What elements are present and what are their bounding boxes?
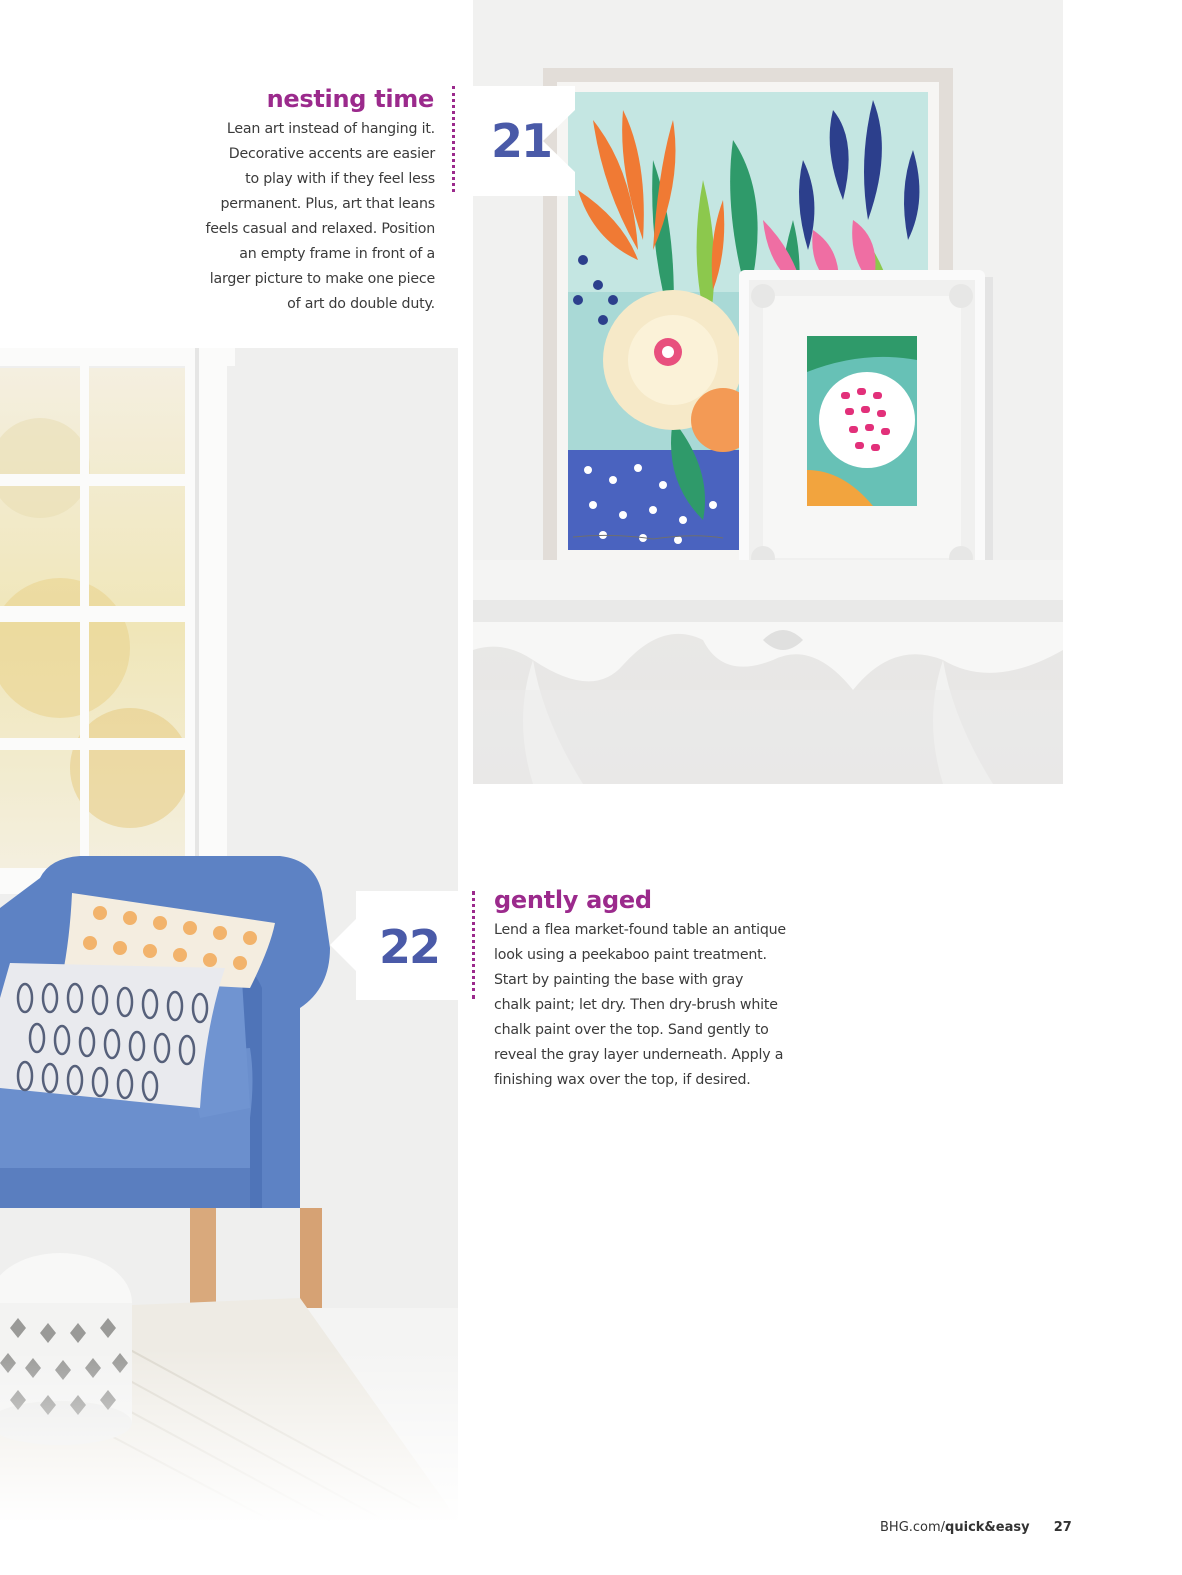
text-line: chalk paint over the top. Sand gently to <box>494 1022 769 1038</box>
item-number-21: 21 <box>490 114 551 168</box>
text-line: chalk paint; let dry. Then dry-brush white <box>494 997 778 1013</box>
badge-22 <box>330 891 458 1000</box>
heading-gently-aged: gently aged <box>494 886 652 914</box>
heading-nesting-time: nesting time <box>266 85 434 113</box>
text-line: Lean art instead of hanging it. <box>226 121 435 137</box>
item-number-22: 22 <box>378 920 439 974</box>
text-line: an empty frame in front of a <box>239 246 435 262</box>
dotted-divider-21 <box>452 86 455 192</box>
dotted-divider-22 <box>472 891 475 999</box>
text-line: Start by painting the base with gray <box>494 972 744 988</box>
text-line: permanent. Plus, art that leans <box>220 196 435 212</box>
text-line: of art do double duty. <box>287 296 435 312</box>
text-line: look using a peekaboo paint treatment. <box>494 947 767 963</box>
text-line: to play with if they feel less <box>245 171 435 187</box>
footer-site: BHG.com/ <box>880 1520 946 1535</box>
text-line: feels casual and relaxed. Position <box>205 221 435 237</box>
text-line: reveal the gray layer underneath. Apply a <box>494 1047 784 1063</box>
body-nesting-time <box>150 117 435 317</box>
page-footer <box>880 1520 1110 1535</box>
footer-section: quick&easy <box>945 1520 1030 1535</box>
badge-21 <box>473 86 575 196</box>
text-line: Lend a flea market-found table an antique <box>494 922 786 938</box>
page-number: 27 <box>1053 1520 1072 1535</box>
body-gently-aged <box>494 918 814 1093</box>
text-line: Decorative accents are easier <box>228 146 435 162</box>
text-line: larger picture to make one piece <box>209 271 435 287</box>
text-line: finishing wax over the top, if desired. <box>494 1072 751 1088</box>
